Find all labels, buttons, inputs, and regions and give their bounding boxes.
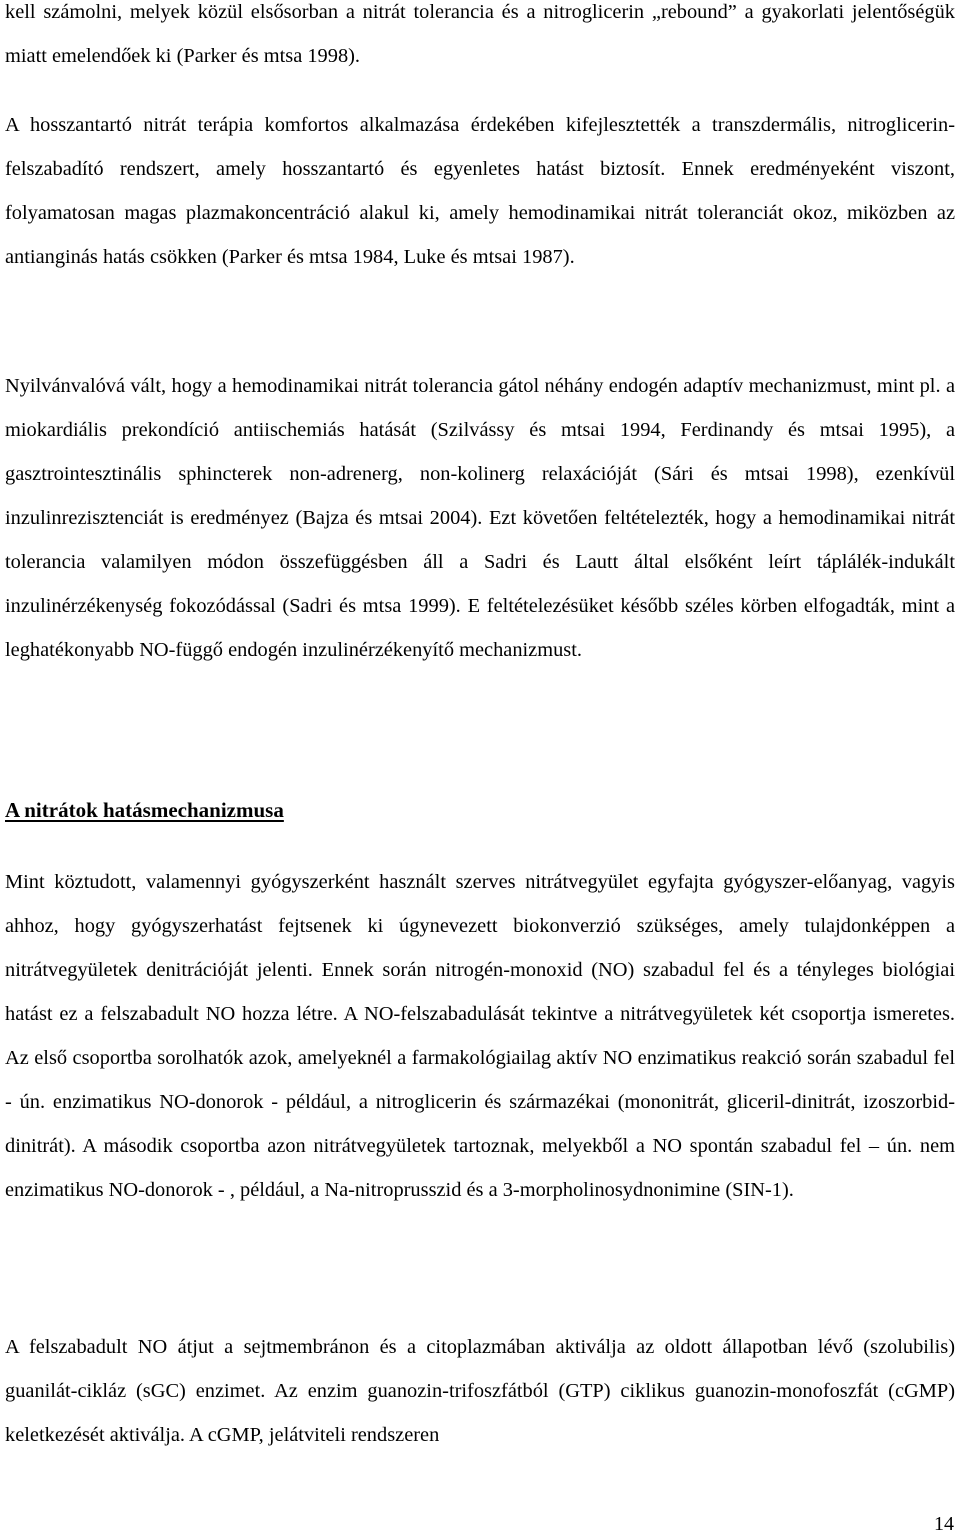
- paragraph-5: A felszabadult NO átjut a sejtmembránon és a citoplazmában aktiválja az oldott állapotban lévő (szolubilis) guanilát-cikláz (sGC) enzimet. Az enzim guanozin-trifoszfátból (GTP) ciklikus guanozin-monofoszfát (cGMP) keletkezését aktiválja. A cGMP, jelátviteli rendszeren: [5, 1336, 955, 1446]
- paragraph-4: Mint köztudott, valamennyi gyógyszerként használt szerves nitrátvegyület egyfajta gyógyszer-előanyag, vagyis ahhoz, hogy gyógyszerhatást fejtsenek ki úgynevezett biokonverzió szükséges, amely tulajdonképpen a nitrátvegyületek denitrációját jelenti. Ennek során nitrogén-monoxid (NO) szabadul fel és a tényleges biológiai hatást ez a felszabadult NO hozza létre. A NO-felszabadulását tekintve a nitrátvegyületek két csoportja ismeretes. Az első csoportba sorolhatók azok, amelyeknél a farmakológiailag aktív NO enzimatikus reakció során szabadul fel - ún. enzimatikus NO-donorok - például, a nitroglicerin és származékai (mononitrát, gliceril-dinitrát, izoszorbid-dinitrát). A második csoportba azon nitrátvegyületek tartoznak, melyekből a NO spontán szabadul fel – ún. nem enzimatikus NO-donorok - , például, a Na-nitroprusszid és a 3-morpholinosydnonimine (SIN-1).: [5, 871, 955, 1201]
- page-number: 14: [934, 1513, 954, 1535]
- paragraph-3: Nyilvánvalóvá vált, hogy a hemodinamikai nitrát tolerancia gátol néhány endogén adaptív mechanizmust, mint pl. a miokardiális prekondíció antiischemiás hatását (Szilvássy és mtsai 1994, Ferdinandy és mtsai 1995), a gasztrointesztinális sphincterek non-adrenerg, non-kolinerg relaxációját (Sári és mtsai 1998), ezenkívül inzulinrezisztenciát is eredményez (Bajza és mtsai 2004). Ezt követően feltételezték, hogy a hemodinamikai nitrát tolerancia valamilyen módon összefüggésben áll a Sadri és Lautt által elsőként leírt táplálék-indukált inzulinérzékenység fokozódással (Sadri és mtsa 1999). E feltételezésüket később széles körben elfogadták, mint a leghatékonyabb NO-függő endogén inzulinérzékenyítő mechanizmust.: [5, 375, 955, 661]
- paragraph-1: kell számolni, melyek közül elsősorban a nitrát tolerancia és a nitroglicerin „rebound” a gyakorlati jelentőségük miatt emelendőek ki (Parker és mtsa 1998).: [5, 1, 955, 67]
- paragraph-2: A hosszantartó nitrát terápia komfortos alkalmazása érdekében kifejlesztették a transzdermális, nitroglicerin-felszabadító rendszert, amely hosszantartó és egyenletes hatást biztosít. Ennek eredményeként viszont, folyamatosan magas plazmakoncentráció alakul ki, amely hemodinamikai nitrát toleranciát okoz, miközben az antianginás hatás csökken (Parker és mtsa 1984, Luke és mtsai 1987).: [5, 114, 955, 268]
- section-heading: A nitrátok hatásmechanizmusa: [5, 798, 284, 822]
